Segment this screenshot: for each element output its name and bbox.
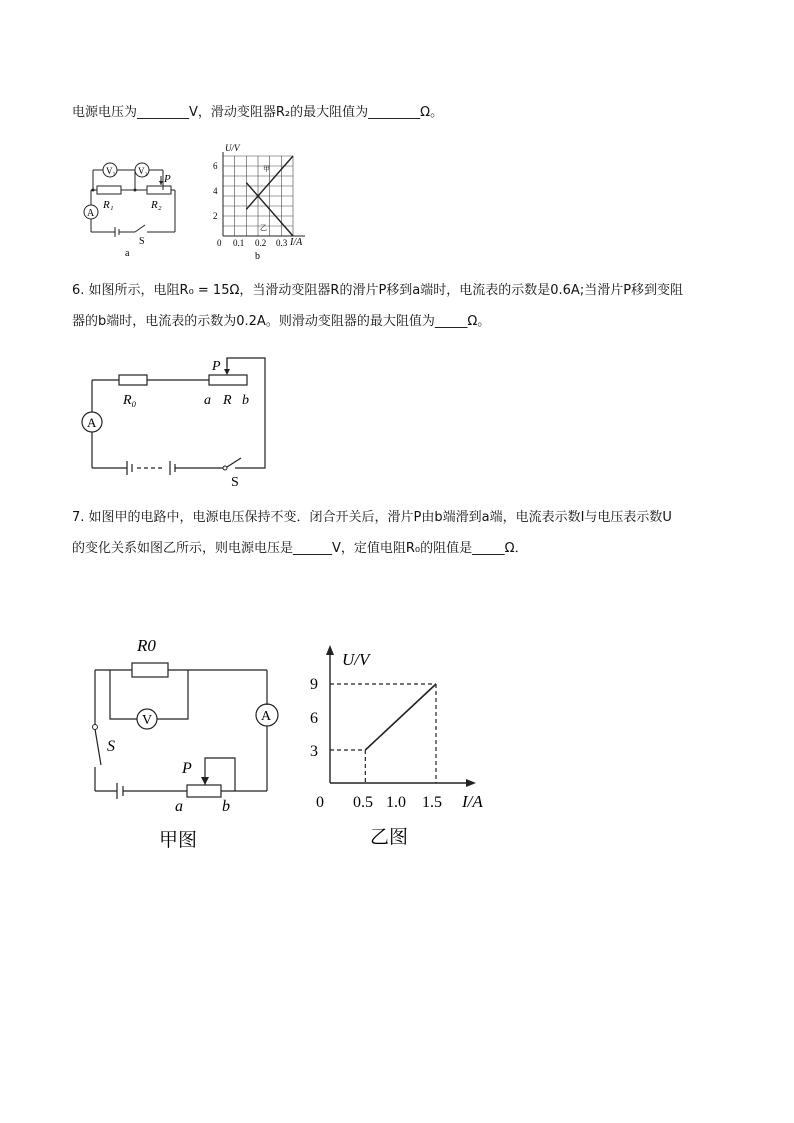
x-tick-0-5: 0.5 (353, 794, 373, 811)
figure-yi-caption: 乙图 (370, 827, 409, 848)
q6-circuit-figure (75, 350, 275, 490)
x-tick-0-3: 0.3 (276, 238, 288, 248)
switch-label: S (231, 475, 239, 490)
q5-question-line: 电源电压为________V，滑动变阻器R₂的最大阻值为________Ω。 (72, 105, 444, 120)
ammeter-label: A (87, 415, 97, 430)
x-axis-label: I/A (462, 792, 483, 811)
slider-p-label: P (182, 760, 192, 777)
q7-question-line-1: 7. 如图甲的电路中，电源电压保持不变．闭合开关后，滑片P由b端滑到a端，电流表示数I与电压表示数U (72, 510, 672, 525)
y-axis-label: U/V (225, 143, 240, 153)
r0-label: R0 (137, 636, 156, 655)
end-b-label: b (242, 393, 249, 408)
y-tick-6: 6 (213, 161, 218, 171)
slider-p-label: P (212, 359, 221, 374)
end-a-label: a (204, 393, 211, 408)
figure-b-caption: b (255, 251, 260, 262)
line-label-yi: 乙 (260, 224, 267, 232)
r1-label: R₁ (103, 199, 114, 211)
x-tick-0-2: 0.2 (255, 238, 267, 248)
y-tick-2: 2 (213, 211, 218, 221)
r2-label: R₂ (151, 199, 162, 211)
ammeter-label: A (261, 709, 272, 724)
y-tick-3: 3 (310, 743, 318, 760)
series-line (365, 684, 436, 750)
y-tick-6: 6 (310, 710, 318, 727)
v2-meter-label: V₂ (138, 166, 148, 176)
y-axis-arrow-icon (326, 645, 334, 655)
figure-a-caption: a (125, 248, 130, 259)
x-tick-0-1: 0.1 (233, 238, 245, 248)
y-axis-label: U/V (342, 650, 370, 669)
voltmeter-label: V (142, 713, 153, 728)
switch-label: S (139, 236, 145, 247)
ammeter-label: A (87, 208, 95, 219)
end-a-label: a (175, 798, 183, 815)
q7-circuit-figure-jia (85, 625, 285, 855)
x-axis-label: I/A (290, 237, 303, 248)
q6-question-line-2: 器的b端时，电流表的示数为0.2A。则滑动变阻器的最大阻值为_____Ω。 (72, 314, 491, 329)
figure-jia-caption: 甲图 (159, 830, 198, 851)
x-tick-0: 0 (316, 794, 324, 811)
q7-question-line-2: 的变化关系如图乙所示，则电源电压是______V，定值电阻R₀的阻值是_____Ω． (72, 541, 528, 556)
q7-graph-figure-yi (300, 635, 500, 855)
y-tick-4: 4 (213, 186, 218, 196)
end-b-label: b (222, 798, 230, 815)
y-tick-9: 9 (310, 676, 318, 693)
r0-label: R₀ (123, 393, 137, 408)
x-tick-1-0: 1.0 (386, 794, 406, 811)
x-tick-1-5: 1.5 (422, 794, 442, 811)
v1-meter-label: V₁ (106, 166, 116, 176)
q5-graph-figure-b (205, 142, 315, 262)
slider-p-label: P (164, 173, 171, 185)
q5-circuit-figure-a (75, 150, 185, 260)
rheostat-r-label: R (223, 393, 232, 408)
x-tick-0: 0 (217, 238, 222, 248)
switch-label: S (107, 738, 115, 755)
x-axis-arrow-icon (466, 779, 476, 787)
line-label-jia: 甲 (263, 165, 270, 173)
q6-question-line-1: 6. 如图所示，电阻R₀ = 15Ω，当滑动变阻器R的滑片P移到a端时，电流表的示数是0.6A;当滑片P移到变阻 (72, 283, 684, 298)
